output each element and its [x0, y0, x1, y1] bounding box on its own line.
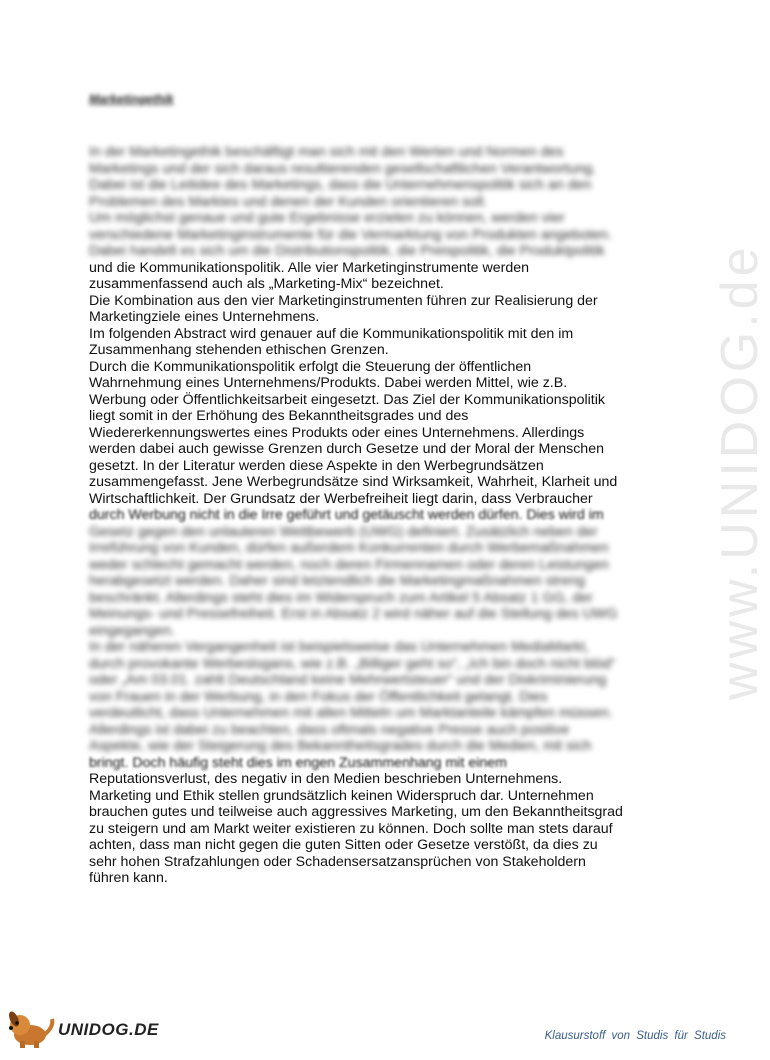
text-line: Wahrnehmung eines Unternehmens/Produkts. Dabei werden Mittel, wie z.B. [89, 375, 568, 391]
text-line: Marketing und Ethik stellen grundsätzlich keinen Widerspruch dar. Unternehmen [89, 787, 594, 804]
text-line: beschränkt. Allerdings steht dies im Widerspruch zum Artikel 5 Absatz 1 GG, der [89, 589, 593, 606]
text-line: Gesetz gegen den unlauteren Wettbewerb (UWG) definiert. Zusätzlich neben der [89, 523, 598, 540]
text-line: sehr hohen Strafzahlungen oder Schadensersatzansprüchen von Stakeholdern [89, 853, 586, 870]
text-line: Allerdings ist dabei zu beachten, dass oftmals negative Presse auch positive [89, 721, 570, 738]
logo-text: UNIDOG.DE [58, 1020, 159, 1039]
text-line: Reputationsverlust, des negativ in den Medien beschrieben Unternehmens. [89, 771, 563, 787]
text-line: Werbung oder Öffentlichkeitsarbeit eingesetzt. Das Ziel der Kommunikationspolitik [89, 391, 605, 408]
text-line: Zusammenhang stehenden ethischen Grenzen. [89, 342, 389, 358]
text-line: Dabei handelt es sich um die Distributionspolitik, die Preispolitik, die Produktpolitik [89, 243, 605, 259]
text-line: zusammenfassend auch als „Marketing-Mix“ bezeichnet. [89, 276, 444, 292]
text-line: zusammengefasst. Jene Werbegrundsätze sind Wirksamkeit, Wahrheit, Klarheit und [89, 474, 618, 490]
text-line: Meinungs- und Pressefreiheit. Erst in Absatz 2 wird näher auf die Stellung des UWG [89, 606, 618, 622]
text-line: führen kann. [89, 870, 168, 886]
text-line: Irreführung von Kunden, dürfen außerdem Konkurrenten durch Werbemaßnahmen [89, 540, 609, 556]
text-line: Die Kombination aus den vier Marketinginstrumenten führen zur Realisierung der [89, 292, 598, 309]
watermark: www.UNIDOG.de [711, 243, 769, 700]
text-line: durch provokante Werbeslogans, wie z.B. „Billiger geht so“, „Ich bin doch nicht blöd“ [89, 655, 616, 672]
document-title: Marketingethik [89, 92, 174, 106]
text-line: Wirtschaftlichkeit. Der Grundsatz der Werbefreiheit liegt darin, dass Verbraucher [89, 490, 593, 507]
text-line: Marketings und der sich daraus resultierenden gesellschaftlichen Verantwortung. [89, 160, 597, 177]
text-line: Im folgenden Abstract wird genauer auf die Kommunikationspolitik mit den im [89, 325, 574, 342]
text-line: In der Marketingethik beschäftigt man sich mit den Werten und Normen des [89, 144, 564, 160]
text-line: Wiedererkennungswertes eines Produkts oder eines Unternehmens. Allerdings [89, 424, 585, 441]
text-line: von Frauen in der Werbung, in den Fokus der Öffentlichkeit gelangt. Dies [89, 688, 548, 705]
text-line: achten, dass man nicht gegen die guten Sitten oder Gesetze verstößt, da dies zu [89, 837, 598, 853]
text-line: zu steigern und am Markt weiter existieren zu können. Doch sollte man stets darauf [89, 820, 613, 837]
unidog-logo [6, 1005, 176, 1049]
text-line: durch Werbung nicht in die Irre geführt und getäuscht werden dürfen. Dies wird im [89, 507, 604, 523]
text-line: Dabei ist die Leitidee des Marketings, dass die Unternehmenspolitik sich an den [89, 177, 592, 193]
text-line: In der näheren Vergangenheit ist beispielsweise das Unternehmen MediaMarkt, [89, 639, 590, 655]
text-line: verschiedene Marketinginstrumente für die Vermarktung von Produkten angeboten. [89, 226, 612, 243]
text-line: verdeutlicht, dass Unternehmen mit allen Mitteln um Marktanteile kämpfen müssen. [89, 705, 613, 721]
text-line: weder schlecht gemacht werden, noch deren Firmennamen oder deren Leistungen [89, 556, 609, 573]
text-line: werden dabei auch gewisse Grenzen durch Gesetze und der Moral der Menschen [89, 441, 604, 457]
text-line: liegt somit in der Erhöhung des Bekanntheitsgrades und des [89, 408, 469, 424]
text-line: eingegangen. [89, 622, 175, 639]
document-body [89, 144, 669, 887]
text-line: Um möglichst genaue und gute Ergebnisse erzielen zu können, werden vier [89, 210, 565, 226]
footer-tagline: Klausurstoff von Studis für Studis [544, 1030, 726, 1042]
text-line: gesetzt. In der Literatur werden diese Aspekte in den Werbegrundsätzen [89, 457, 544, 474]
text-line: brauchen gutes und teilweise auch aggressives Marketing, um den Bekanntheitsgrad [89, 804, 623, 820]
text-line: Problemen des Marktes und denen der Kunden orientieren soll. [89, 193, 488, 210]
text-line: Aspekte, wie der Steigerung des Bekanntheitsgrades durch die Medien, mit sich [89, 738, 592, 754]
text-line: Marketingziele eines Unternehmens. [89, 309, 320, 325]
dog-mascot-icon [6, 1005, 58, 1049]
text-line: und die Kommunikationspolitik. Alle vier Marketinginstrumente werden [89, 259, 530, 276]
text-line: herabgesetzt werden. Daher sind letztendlich die Marketingmaßnahmen streng [89, 573, 586, 589]
text-line: Durch die Kommunikationspolitik erfolgt die Steuerung der öffentlichen [89, 358, 532, 375]
text-line: oder „Am 03.01. zahlt Deutschland keine Mehrwertsteuer“ und der Diskriminierung [89, 672, 607, 688]
text-line: bringt. Doch häufig steht dies im engen Zusammenhang mit einem [89, 754, 507, 771]
